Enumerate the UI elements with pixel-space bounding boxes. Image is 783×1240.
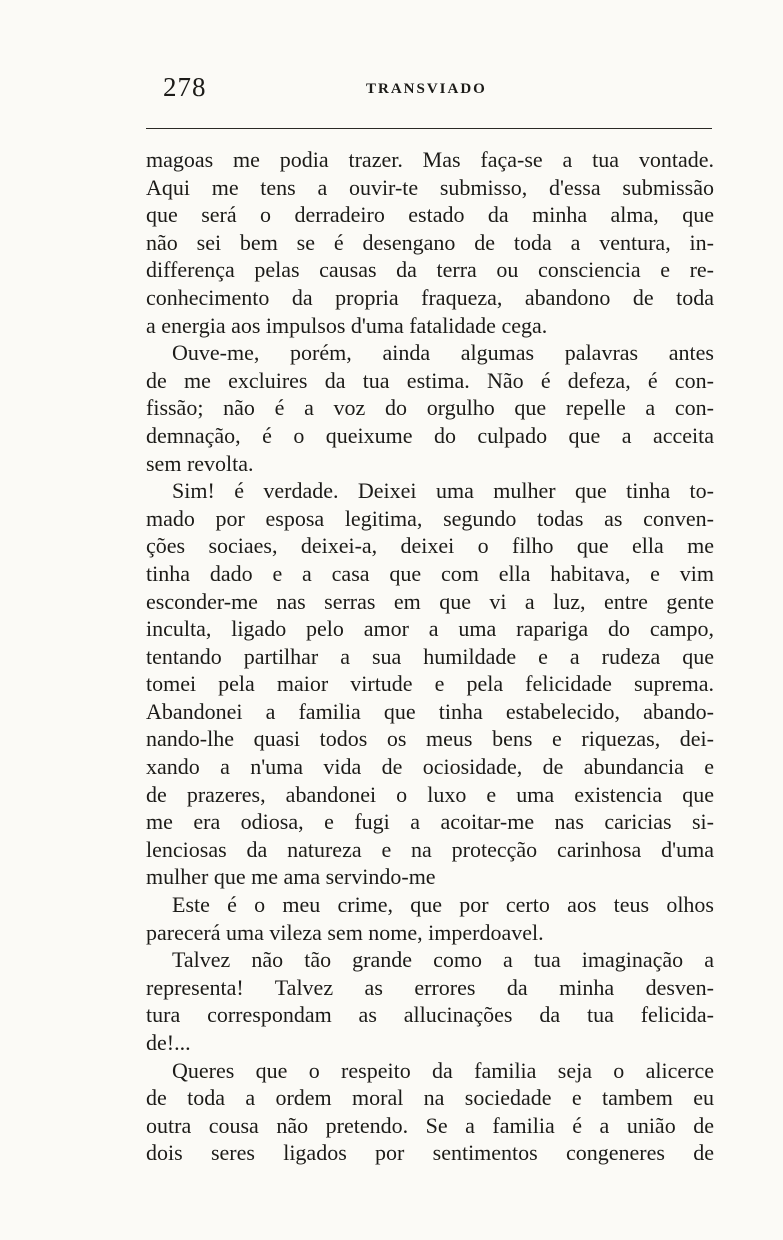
text-line: tentando partilhar a sua humildade e a rudeza que (146, 643, 714, 669)
text-line: esconder-me nas serras em que vi a luz, entre gente (146, 588, 714, 614)
text-line: dois seres ligados por sentimentos congeneres de (146, 1140, 714, 1166)
text-line: Aqui me tens a ouvir-te submisso, d'essa submissão (146, 174, 714, 200)
text-line: de prazeres, abandonei o luxo e uma existencia que (146, 781, 714, 807)
text-line: Queres que o respeito da familia seja o alicerce (172, 1057, 714, 1083)
text-line: tura correspondam as allucinações da tua felicida- (146, 1002, 714, 1028)
text-line: mado por esposa legitima, segundo todas as conven- (146, 505, 714, 531)
text-line: conhecimento da propria fraqueza, abandono de toda (146, 284, 714, 310)
text-line: parecerá uma vileza sem nome, imperdoavel. (146, 919, 544, 945)
text-line: Este é o meu crime, que por certo aos teus olhos (172, 892, 714, 918)
text-line: não sei bem se é desengano de toda a ventura, in- (146, 229, 714, 255)
text-line: me era odiosa, e fugi a acoitar-me nas caricias si- (146, 809, 714, 835)
text-line: tomei pela maior virtude e pela felicidade suprema. (146, 671, 714, 697)
body-text (146, 146, 714, 1167)
text-line: lenciosas da natureza e na protecção carinhosa d'uma (146, 836, 714, 862)
text-line: xando a n'uma vida de ociosidade, de abundancia e (146, 754, 714, 780)
text-line: sem revolta. (146, 450, 254, 476)
text-line: Sim! é verdade. Deixei uma mulher que tinha to- (172, 478, 714, 504)
text-line: de!... (146, 1030, 191, 1055)
text-line: mulher que me ama servindo-me (146, 864, 436, 890)
text-line: nando-lhe quasi todos os meus bens e riquezas, dei- (146, 726, 714, 752)
text-line: fissão; não é a voz do orgulho que repelle a con- (146, 395, 714, 421)
text-line: de toda a ordem moral na sociedade e tambem eu (146, 1085, 714, 1111)
page-number: 278 (163, 72, 207, 102)
text-line: que será o derradeiro estado da minha alma, que (146, 202, 714, 228)
text-line: inculta, ligado pelo amor a uma rapariga do campo, (146, 616, 714, 642)
text-line: magoas me podia trazer. Mas faça-se a tua vontade. (146, 147, 714, 172)
text-line: differença pelas causas da terra ou consciencia e re- (146, 257, 714, 283)
text-line: outra cousa não pretendo. Se a familia é a união de (146, 1112, 714, 1138)
text-line: representa! Talvez as errores da minha desven- (146, 974, 714, 1000)
text-line: Talvez não tão grande como a tua imaginação a (172, 947, 714, 973)
text-line: demnação, é o queixume do culpado que a acceita (146, 422, 714, 448)
text-line: tinha dado e a casa que com ella habitava, e vim (146, 560, 714, 586)
header-rule (146, 128, 712, 129)
text-line: de me excluires da tua estima. Não é defeza, é con- (146, 367, 714, 393)
running-title: TRANSVIADO (366, 81, 487, 97)
text-line: Abandonei a familia que tinha estabelecido, abando- (146, 698, 714, 724)
text-line: ções sociaes, deixei-a, deixei o filho que ella me (146, 533, 714, 559)
text-line: a energia aos impulsos d'uma fatalidade cega. (146, 312, 548, 338)
text-line: Ouve-me, porém, ainda algumas palavras antes (172, 340, 714, 366)
